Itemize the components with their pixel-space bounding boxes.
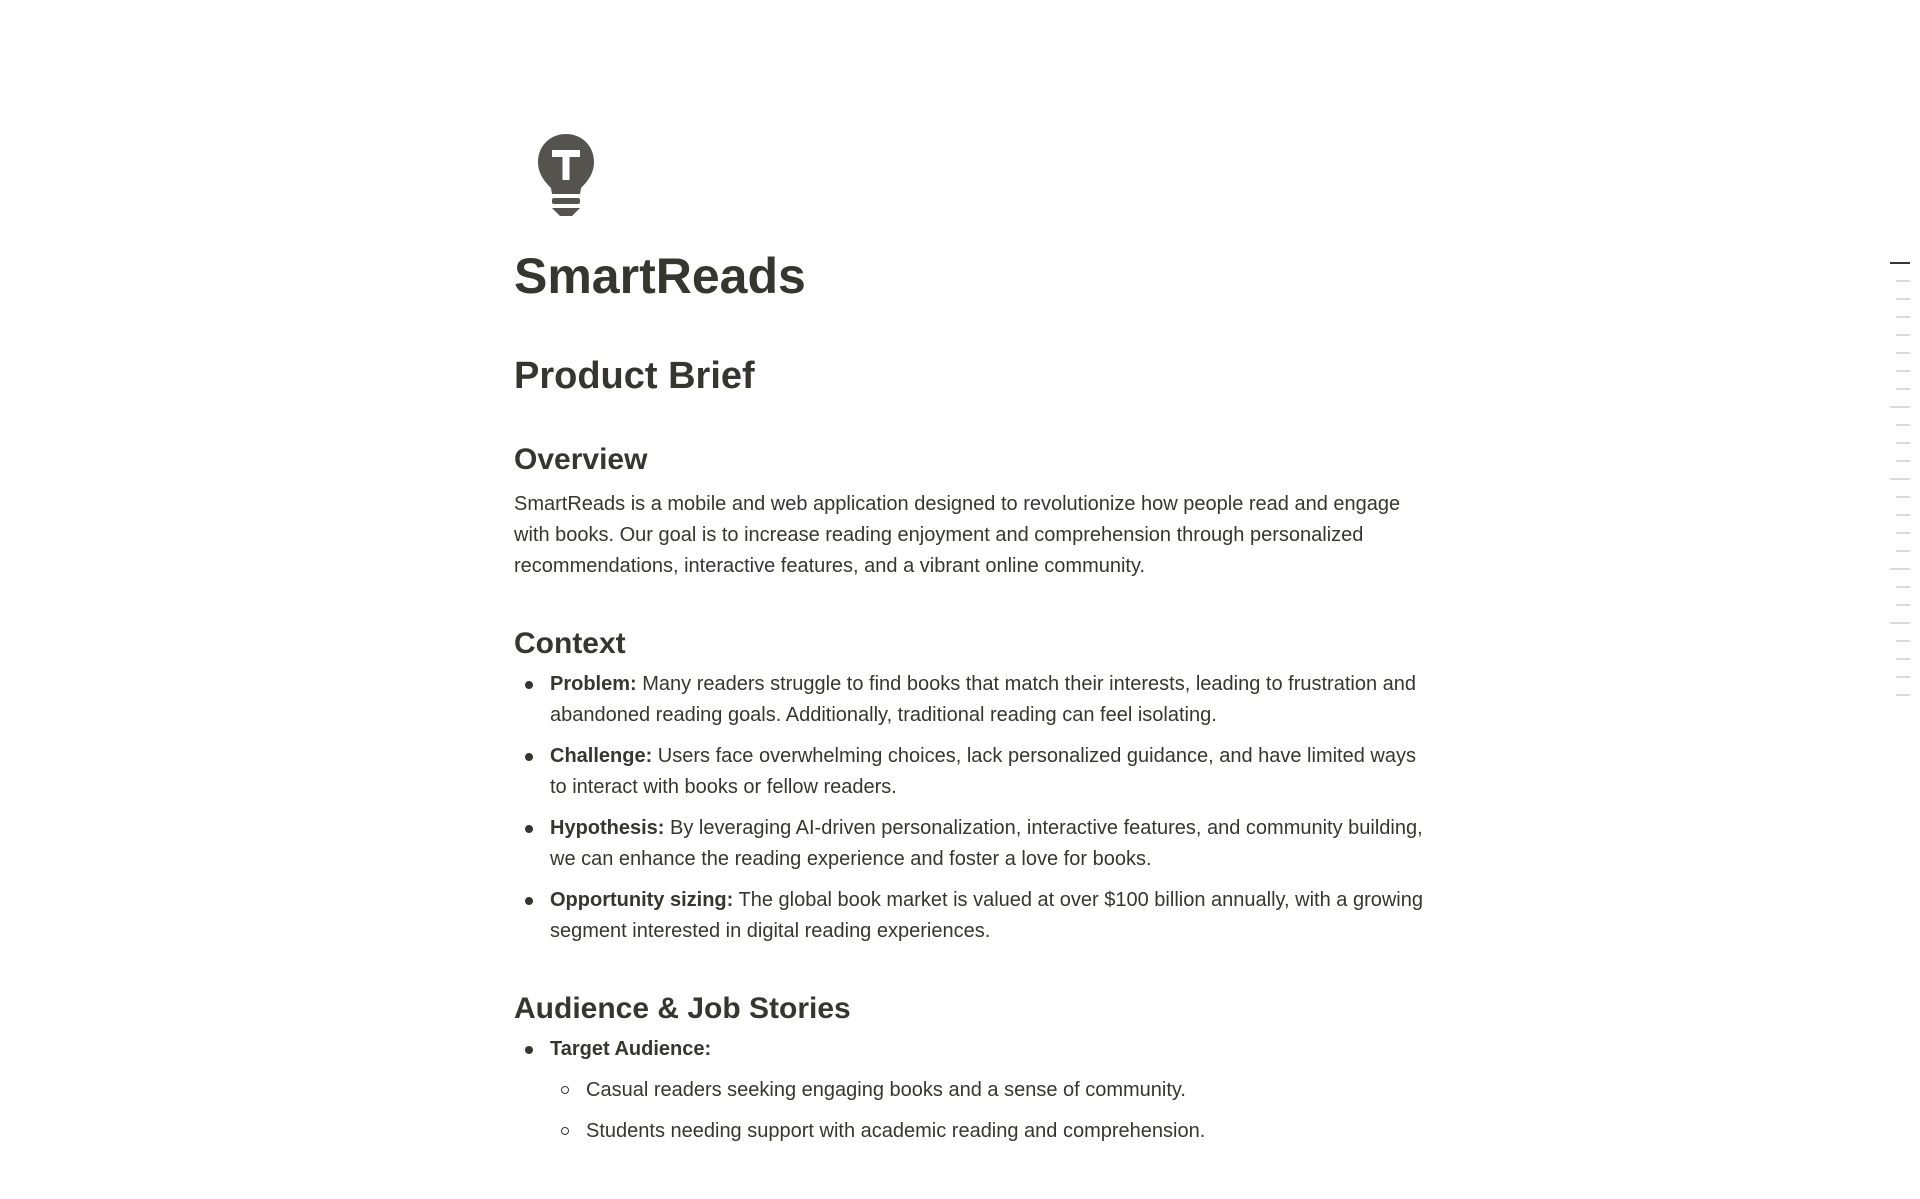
toc-marker[interactable] [1890,262,1910,264]
toc-marker[interactable] [1896,424,1910,426]
toc-marker[interactable] [1896,532,1910,534]
toc-marker[interactable] [1896,550,1910,552]
toc-marker[interactable] [1896,514,1910,516]
toc-marker[interactable] [1896,694,1910,696]
item-text: By leveraging AI-driven personalization, interactive features, and community building, we can enhance the reading experience and foster a love for books. [550,816,1423,870]
item-text: Users face overwhelming choices, lack personalized guidance, and have limited ways to interact with books or fellow readers. [550,744,1416,798]
toc-marker[interactable] [1896,496,1910,498]
toc-marker[interactable] [1890,622,1910,624]
toc-marker[interactable] [1896,316,1910,318]
toc-marker[interactable] [1896,442,1910,444]
overview-heading: Overview [514,442,648,476]
toc-marker[interactable] [1896,388,1910,390]
context-list [514,669,1434,947]
audience-heading: Audience & Job Stories [514,991,851,1025]
list-item [514,669,1434,731]
lightbulb-icon[interactable] [536,132,596,218]
context-heading: Context [514,626,626,660]
list-item [514,741,1434,803]
doc-heading: Product Brief [514,355,755,397]
toc-marker[interactable] [1896,658,1910,660]
item-text: Many readers struggle to find books that match their interests, leading to frustration and abandoned reading goals. Additionally, traditional reading can feel isolating. [550,672,1416,726]
toc-marker[interactable] [1896,586,1910,588]
toc-marker[interactable] [1896,298,1910,300]
page-content [514,132,1434,1157]
overview-text: SmartReads is a mobile and web application designed to revolutionize how people read and engage with books. Our goal is to increase reading enjoyment and comprehension through personalized recommendations, interactive features, and a vibrant online community. [514,492,1401,577]
sub-list-item: Students needing support with academic reading and comprehension. [550,1116,1434,1147]
toc-marker[interactable] [1896,604,1910,606]
toc-marker[interactable] [1896,352,1910,354]
toc-marker[interactable] [1896,370,1910,372]
toc-marker[interactable] [1896,640,1910,642]
table-of-contents-rail[interactable] [1890,262,1914,712]
item-label: Problem: [550,672,637,695]
audience-sublist [550,1075,1434,1147]
item-text: The global book market is valued at over $100 billion annually, with a growing segment interested in digital reading experiences. [550,888,1423,942]
toc-marker[interactable] [1896,280,1910,282]
toc-marker[interactable] [1896,334,1910,336]
target-audience-label: Target Audience: [550,1037,712,1060]
toc-marker[interactable] [1896,460,1910,462]
item-label: Challenge: [550,744,653,767]
toc-marker[interactable] [1890,478,1910,480]
toc-marker[interactable] [1896,676,1910,678]
page-title[interactable]: SmartReads [514,248,806,304]
toc-marker[interactable] [1890,568,1910,570]
audience-list [514,1034,1434,1147]
toc-marker[interactable] [1890,406,1910,408]
list-item [514,885,1434,947]
list-item [514,1034,1434,1147]
list-item [514,813,1434,875]
item-label: Hypothesis: [550,816,665,839]
item-label: Opportunity sizing: [550,888,734,911]
sub-list-item: Casual readers seeking engaging books and a sense of community. [550,1075,1434,1106]
